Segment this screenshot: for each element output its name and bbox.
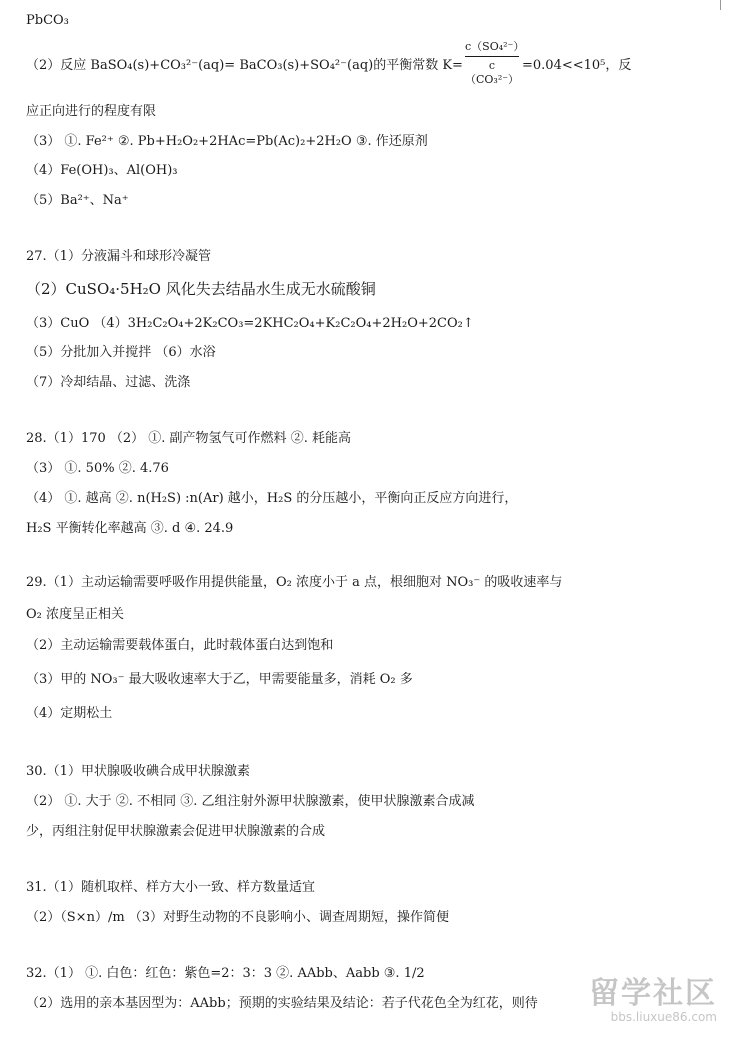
text-line: 少，丙组注射促甲状腺激素会促进甲状腺激素的合成 xyxy=(26,824,326,839)
fraction-denominator: c（CO₃²⁻） xyxy=(465,59,520,86)
text-line: 30.（1）甲状腺吸收碘合成甲状腺激素 xyxy=(26,764,250,779)
fraction-numerator: c（SO₄²⁻） xyxy=(465,40,525,53)
text-line: （3） ①. 50% ②. 4.76 xyxy=(26,461,169,476)
text-line: （3） ①. Fe²⁺ ②. Pb+H₂O₂+2HAc=Pb(Ac)₂+2H₂O ③. 作还原剂 xyxy=(26,134,428,149)
watermark-logo: 留学社区 xyxy=(589,976,717,1011)
text-line: =0.04<<10⁵，反 xyxy=(522,58,632,73)
text-line: 29.（1）主动运输需要呼吸作用提供能量，O₂ 浓度小于 a 点，根细胞对 NO₃⁻ 的吸收速率与 xyxy=(26,575,563,590)
equilibrium-fraction xyxy=(465,40,525,87)
text-line: （2）选用的亲本基因型为：AAbb；预期的实验结果及结论：若子代花色全为红花，则待 xyxy=(26,996,538,1011)
text-line: 28.（1）170 （2） ①. 副产物氢气可作燃料 ②. 耗能高 xyxy=(26,431,351,446)
text-line: （2）CuSO₄·5H₂O 风化失去结晶水生成无水硫酸铜 xyxy=(26,280,376,298)
text-line: （4）Fe(OH)₃、Al(OH)₃ xyxy=(26,163,178,178)
corner-mark xyxy=(720,0,731,10)
text-line: （2） ①. 大于 ②. 不相同 ③. 乙组注射外源甲状腺激素，使甲状腺激素合成减 xyxy=(26,794,475,809)
text-line: （3）甲的 NO₃⁻ 最大吸收速率大于乙，甲需要能量多，消耗 O₂ 多 xyxy=(26,672,413,687)
text-line: （2）主动运输需要载体蛋白，此时载体蛋白达到饱和 xyxy=(26,638,334,653)
fraction-bar xyxy=(465,56,519,57)
text-line: （2）反应 BaSO₄(s)+CO₃²⁻(aq)= BaCO₃(s)+SO₄²⁻(aq)的平衡常数 K= xyxy=(26,58,463,73)
text-line: 31.（1）随机取样、样方大小一致、样方数量适宜 xyxy=(26,880,315,895)
text-line: 32.（1） ①. 白色：红色：紫色=2：3：3 ②. AAbb、Aabb ③. 1/2 xyxy=(26,966,425,981)
watermark xyxy=(589,978,717,1024)
text-line: 27.（1）分液漏斗和球形冷凝管 xyxy=(26,249,211,264)
text-line: （2）（S×n）/m （3）对野生动物的不良影响小、调查周期短，操作简便 xyxy=(26,910,450,925)
text-line: （5）分批加入并搅拌 （6）水浴 xyxy=(26,345,216,360)
text-line: （4）定期松土 xyxy=(26,706,113,721)
text-line: （3）CuO （4）3H₂C₂O₄+2K₂CO₃=2KHC₂O₄+K₂C₂O₄+2H₂O+2CO₂↑ xyxy=(26,316,474,331)
text-line: O₂ 浓度呈正相关 xyxy=(26,607,125,622)
text-line: （7）冷却结晶、过滤、洗涤 xyxy=(26,375,191,390)
watermark-url: bbs.liuxue86.com xyxy=(610,1010,717,1024)
text-line: 应正向进行的程度有限 xyxy=(26,104,157,119)
text-line: （5）Ba²⁺、Na⁺ xyxy=(26,193,129,208)
text-line: PbCO₃ xyxy=(26,13,69,28)
text-line: H₂S 平衡转化率越高 ③. d ④. 24.9 xyxy=(26,521,234,536)
text-line: （4） ①. 越高 ②. n(H₂S) :n(Ar) 越小，H₂S 的分压越小，平衡向正反应方向进行， xyxy=(26,491,518,506)
